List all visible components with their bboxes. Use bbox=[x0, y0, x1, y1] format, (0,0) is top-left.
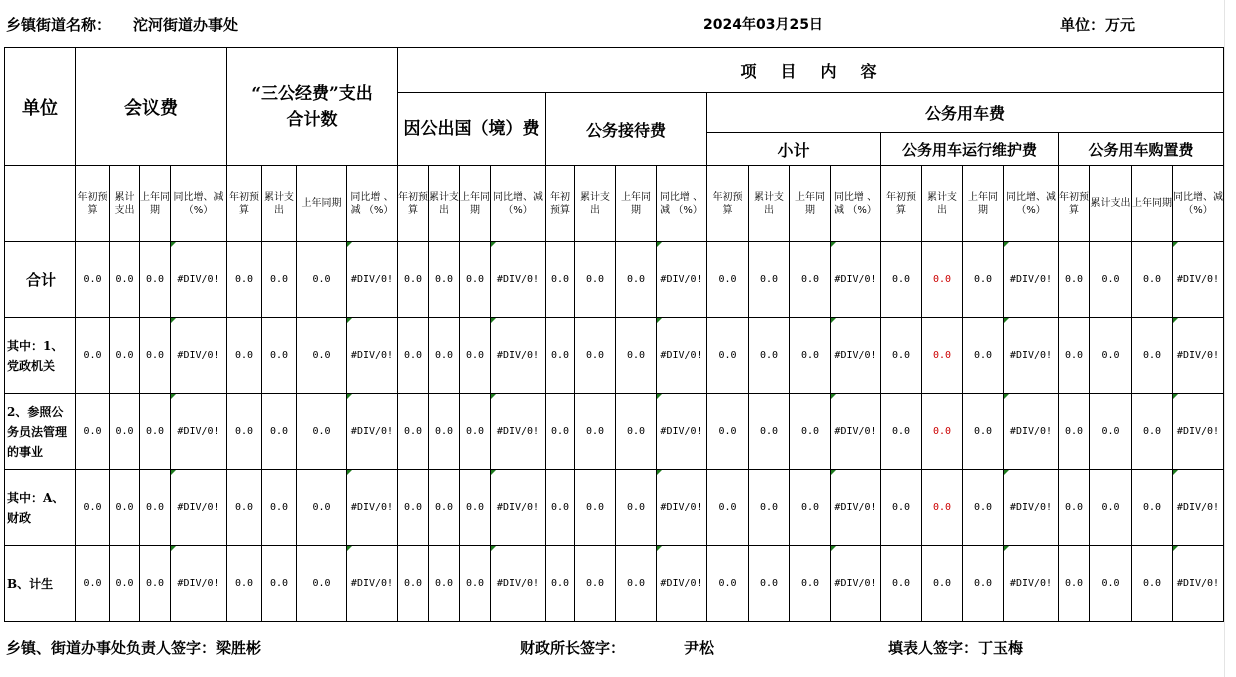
yoy-value: #DIV/0! bbox=[177, 350, 220, 361]
value-cell[interactable]: 0.0 bbox=[110, 318, 140, 394]
yoy-cell[interactable] bbox=[491, 546, 546, 622]
subheader-spent: 累计支出 bbox=[110, 166, 140, 242]
yoy-value: #DIV/0! bbox=[1009, 350, 1053, 361]
value-cell[interactable]: 0.0 bbox=[110, 470, 140, 546]
yoy-value: #DIV/0! bbox=[496, 350, 540, 361]
yoy-cell[interactable] bbox=[347, 242, 398, 318]
subheader-yoy: 同比增、减（%） bbox=[1004, 166, 1059, 242]
value-cell[interactable]: 0.0 bbox=[76, 546, 110, 622]
value-cell[interactable]: 0.0 bbox=[546, 318, 575, 394]
unit-name: 沱河街道办事处 bbox=[133, 16, 239, 34]
value-cell[interactable]: 0.0 bbox=[1132, 470, 1173, 546]
subheader-budget: 年初预 算 bbox=[707, 166, 749, 242]
subheader-spent: 累计支出 bbox=[262, 166, 297, 242]
expense-table bbox=[4, 47, 1224, 622]
value-cell[interactable]: 0.0 bbox=[963, 318, 1004, 394]
leader-signature: 乡镇、街道办事处负责人签字：梁胜彬 bbox=[6, 639, 262, 657]
subheader-budget: 年初预算 bbox=[1059, 166, 1090, 242]
subheader-blank bbox=[5, 166, 76, 242]
value-cell[interactable]: 0.0 bbox=[297, 546, 347, 622]
subheader-lastyear: 上年同期 bbox=[460, 166, 491, 242]
value-cell[interactable]: 0.0 bbox=[76, 318, 110, 394]
yoy-value: #DIV/0! bbox=[660, 274, 703, 285]
value-cell[interactable]: 0.0 bbox=[297, 470, 347, 546]
yoy-value: #DIV/0! bbox=[350, 426, 394, 437]
value-cell[interactable]: 0.0 bbox=[140, 242, 171, 318]
value-cell[interactable]: 0.0 bbox=[546, 470, 575, 546]
value-cell[interactable]: 0.0 bbox=[1132, 242, 1173, 318]
yoy-value: #DIV/0! bbox=[350, 274, 394, 285]
value-cell[interactable]: 0.0 bbox=[575, 318, 616, 394]
yoy-cell[interactable] bbox=[1173, 318, 1224, 394]
yoy-cell[interactable] bbox=[831, 546, 881, 622]
value-cell[interactable]: 0.0 bbox=[546, 546, 575, 622]
yoy-value: #DIV/0! bbox=[1176, 274, 1220, 285]
value-cell[interactable]: 0.0 bbox=[790, 242, 831, 318]
col-header-unit: 单位 bbox=[5, 48, 76, 166]
value-cell[interactable]: 0.0 bbox=[707, 546, 749, 622]
yoy-cell[interactable] bbox=[1004, 470, 1059, 546]
subheader-lastyear: 上年同期 bbox=[1132, 166, 1173, 242]
yoy-value: #DIV/0! bbox=[1009, 426, 1053, 437]
report-footer bbox=[0, 623, 1236, 677]
value-cell[interactable]: 0.0 bbox=[749, 242, 790, 318]
subheader-lastyear: 上年同 期 bbox=[616, 166, 657, 242]
col-header-purchase: 公务用车购置费 bbox=[1059, 133, 1224, 166]
yoy-cell[interactable] bbox=[347, 394, 398, 470]
value-cell[interactable]: 0.0 bbox=[1090, 470, 1132, 546]
subheader-spent: 累计支出 bbox=[1090, 166, 1132, 242]
yoy-value: #DIV/0! bbox=[177, 502, 220, 513]
yoy-value: #DIV/0! bbox=[1009, 578, 1053, 589]
value-cell[interactable]: 0.0 bbox=[227, 470, 262, 546]
yoy-value: #DIV/0! bbox=[177, 274, 220, 285]
value-cell[interactable]: 0.0 bbox=[140, 470, 171, 546]
yoy-cell[interactable] bbox=[1004, 318, 1059, 394]
yoy-cell[interactable] bbox=[491, 394, 546, 470]
filler-signature: 填表人签字：丁玉梅 bbox=[888, 639, 1024, 657]
value-cell[interactable]: 0.0 bbox=[460, 318, 491, 394]
yoy-value: #DIV/0! bbox=[660, 350, 703, 361]
value-cell[interactable]: 0.0 bbox=[575, 394, 616, 470]
value-cell[interactable]: 0.0 bbox=[262, 318, 297, 394]
value-cell[interactable]: 0.0 bbox=[262, 242, 297, 318]
value-cell[interactable]: 0.0 bbox=[881, 546, 922, 622]
value-cell[interactable]: 0.0 bbox=[227, 546, 262, 622]
value-cell[interactable]: 0.0 bbox=[1059, 318, 1090, 394]
subheader-yoy: 同比增 、减 （%） bbox=[657, 166, 707, 242]
yoy-cell[interactable] bbox=[657, 318, 707, 394]
subheader-yoy: 同比增、减（%） bbox=[1173, 166, 1224, 242]
yoy-value: #DIV/0! bbox=[834, 274, 877, 285]
value-cell[interactable]: 0.0 bbox=[575, 546, 616, 622]
unit-name-label: 乡镇街道名称： bbox=[6, 16, 112, 34]
table-row bbox=[5, 242, 1224, 318]
subheader-budget: 年初预算 bbox=[227, 166, 262, 242]
value-cell[interactable]: 0.0 bbox=[790, 546, 831, 622]
value-cell[interactable]: 0.0 bbox=[922, 318, 963, 394]
value-cell[interactable]: 0.0 bbox=[616, 318, 657, 394]
value-cell[interactable]: 0.0 bbox=[1132, 318, 1173, 394]
value-cell[interactable]: 0.0 bbox=[881, 318, 922, 394]
value-cell[interactable]: 0.0 bbox=[110, 546, 140, 622]
yoy-value: #DIV/0! bbox=[177, 426, 220, 437]
yoy-value: #DIV/0! bbox=[350, 502, 394, 513]
value-cell[interactable]: 0.0 bbox=[227, 394, 262, 470]
col-header-sangong: “三公经费”支出 合计数 bbox=[227, 48, 398, 166]
value-cell[interactable]: 0.0 bbox=[881, 470, 922, 546]
subheader-row bbox=[5, 166, 1224, 242]
yoy-cell[interactable] bbox=[1173, 470, 1224, 546]
value-cell[interactable]: 0.0 bbox=[790, 318, 831, 394]
yoy-value: #DIV/0! bbox=[834, 426, 877, 437]
value-cell[interactable]: 0.0 bbox=[398, 318, 429, 394]
table-row bbox=[5, 546, 1224, 622]
yoy-cell[interactable] bbox=[1004, 242, 1059, 318]
yoy-value: #DIV/0! bbox=[660, 426, 703, 437]
value-cell[interactable]: 0.0 bbox=[1059, 546, 1090, 622]
yoy-cell[interactable] bbox=[1173, 546, 1224, 622]
yoy-cell[interactable] bbox=[831, 470, 881, 546]
yoy-value: #DIV/0! bbox=[177, 578, 220, 589]
yoy-value: #DIV/0! bbox=[350, 578, 394, 589]
table-row bbox=[5, 318, 1224, 394]
col-header-maintain: 公务用车运行维护费 bbox=[881, 133, 1059, 166]
value-cell[interactable]: 0.0 bbox=[922, 394, 963, 470]
yoy-cell[interactable] bbox=[1004, 394, 1059, 470]
value-cell[interactable]: 0.0 bbox=[1090, 318, 1132, 394]
value-cell[interactable]: 0.0 bbox=[963, 546, 1004, 622]
subheader-spent: 累计支 出 bbox=[575, 166, 616, 242]
value-cell[interactable]: 0.0 bbox=[922, 470, 963, 546]
value-cell[interactable]: 0.0 bbox=[575, 242, 616, 318]
value-cell[interactable]: 0.0 bbox=[1059, 470, 1090, 546]
value-cell[interactable]: 0.0 bbox=[140, 546, 171, 622]
value-cell[interactable]: 0.0 bbox=[546, 242, 575, 318]
col-header-meeting: 会议费 bbox=[76, 48, 227, 166]
yoy-cell[interactable] bbox=[491, 242, 546, 318]
value-cell[interactable]: 0.0 bbox=[429, 394, 460, 470]
subheader-budget: 年初预算 bbox=[546, 166, 575, 242]
yoy-cell[interactable] bbox=[1173, 242, 1224, 318]
value-cell[interactable]: 0.0 bbox=[790, 470, 831, 546]
subheader-lastyear: 上年同 期 bbox=[963, 166, 1004, 242]
yoy-cell[interactable] bbox=[831, 394, 881, 470]
value-cell[interactable]: 0.0 bbox=[76, 470, 110, 546]
table-row bbox=[5, 470, 1224, 546]
value-cell[interactable]: 0.0 bbox=[1059, 394, 1090, 470]
yoy-cell[interactable] bbox=[657, 242, 707, 318]
value-cell[interactable]: 0.0 bbox=[1132, 546, 1173, 622]
yoy-cell[interactable] bbox=[171, 242, 227, 318]
value-cell[interactable]: 0.0 bbox=[297, 242, 347, 318]
value-cell[interactable]: 0.0 bbox=[398, 394, 429, 470]
value-cell[interactable]: 0.0 bbox=[227, 242, 262, 318]
value-cell[interactable]: 0.0 bbox=[616, 470, 657, 546]
subheader-yoy: 同比增 、减 （%） bbox=[831, 166, 881, 242]
value-cell[interactable]: 0.0 bbox=[922, 242, 963, 318]
subheader-lastyear: 上年同期 bbox=[297, 166, 347, 242]
yoy-cell[interactable] bbox=[1173, 394, 1224, 470]
value-cell[interactable]: 0.0 bbox=[429, 470, 460, 546]
value-cell[interactable]: 0.0 bbox=[963, 470, 1004, 546]
row-label[interactable]: B、计生 bbox=[5, 546, 76, 622]
value-cell[interactable]: 0.0 bbox=[398, 470, 429, 546]
value-cell[interactable]: 0.0 bbox=[1132, 394, 1173, 470]
subheader-budget: 年初预 算 bbox=[881, 166, 922, 242]
yoy-cell[interactable] bbox=[171, 394, 227, 470]
yoy-value: #DIV/0! bbox=[834, 578, 877, 589]
value-cell[interactable]: 0.0 bbox=[1090, 242, 1132, 318]
report-date: 2024年03月25日 bbox=[703, 17, 823, 33]
subheader-yoy: 同比增 、减 （%） bbox=[347, 166, 398, 242]
value-cell[interactable]: 0.0 bbox=[707, 242, 749, 318]
subheader-yoy: 同比增、减（%） bbox=[491, 166, 546, 242]
value-cell[interactable]: 0.0 bbox=[262, 394, 297, 470]
yoy-value: #DIV/0! bbox=[496, 502, 540, 513]
value-cell[interactable]: 0.0 bbox=[460, 394, 491, 470]
value-cell[interactable]: 0.0 bbox=[262, 546, 297, 622]
col-header-subtotal: 小计 bbox=[707, 133, 881, 166]
value-cell[interactable]: 0.0 bbox=[227, 318, 262, 394]
value-cell[interactable]: 0.0 bbox=[707, 318, 749, 394]
yoy-value: #DIV/0! bbox=[834, 350, 877, 361]
value-cell[interactable]: 0.0 bbox=[429, 546, 460, 622]
yoy-cell[interactable] bbox=[347, 546, 398, 622]
subheader-budget: 年初预算 bbox=[76, 166, 110, 242]
yoy-value: #DIV/0! bbox=[1009, 274, 1053, 285]
value-cell[interactable]: 0.0 bbox=[76, 394, 110, 470]
subheader-spent: 累计支 出 bbox=[922, 166, 963, 242]
value-cell[interactable]: 0.0 bbox=[297, 318, 347, 394]
value-cell[interactable]: 0.0 bbox=[749, 318, 790, 394]
yoy-cell[interactable] bbox=[347, 318, 398, 394]
yoy-cell[interactable] bbox=[1004, 546, 1059, 622]
value-cell[interactable]: 0.0 bbox=[460, 242, 491, 318]
value-cell[interactable]: 0.0 bbox=[1090, 546, 1132, 622]
value-cell[interactable]: 0.0 bbox=[749, 394, 790, 470]
subheader-yoy: 同比增、减（%） bbox=[171, 166, 227, 242]
subheader-spent: 累计支 出 bbox=[749, 166, 790, 242]
yoy-value: #DIV/0! bbox=[496, 274, 540, 285]
row-label[interactable]: 合计 bbox=[5, 242, 76, 318]
subheader-budget: 年初预算 bbox=[398, 166, 429, 242]
subheader-lastyear: 上年同 期 bbox=[790, 166, 831, 242]
value-cell[interactable]: 0.0 bbox=[707, 470, 749, 546]
value-cell[interactable]: 0.0 bbox=[429, 242, 460, 318]
yoy-value: #DIV/0! bbox=[1176, 578, 1220, 589]
row-label[interactable]: 其中：A、财政 bbox=[5, 470, 76, 546]
row-label[interactable]: 2、参照公务员法管理的事业 bbox=[5, 394, 76, 470]
yoy-value: #DIV/0! bbox=[834, 502, 877, 513]
yoy-cell[interactable] bbox=[657, 394, 707, 470]
value-cell[interactable]: 0.0 bbox=[575, 470, 616, 546]
yoy-value: #DIV/0! bbox=[1176, 502, 1220, 513]
value-cell[interactable]: 0.0 bbox=[262, 470, 297, 546]
value-cell[interactable]: 0.0 bbox=[963, 394, 1004, 470]
col-header-abroad: 因公出国（境）费 bbox=[398, 93, 546, 166]
subheader-spent: 累计支出 bbox=[429, 166, 460, 242]
report-header bbox=[0, 0, 1236, 48]
table-row bbox=[5, 394, 1224, 470]
yoy-cell[interactable] bbox=[491, 318, 546, 394]
col-header-reception: 公务接待费 bbox=[546, 93, 707, 166]
currency-unit: 单位：万元 bbox=[1060, 16, 1136, 34]
yoy-cell[interactable] bbox=[171, 470, 227, 546]
value-cell[interactable]: 0.0 bbox=[616, 242, 657, 318]
yoy-value: #DIV/0! bbox=[660, 502, 703, 513]
value-cell[interactable]: 0.0 bbox=[140, 318, 171, 394]
yoy-cell[interactable] bbox=[171, 546, 227, 622]
col-header-project: 项 目 内 容 bbox=[398, 48, 1224, 93]
value-cell[interactable]: 0.0 bbox=[429, 318, 460, 394]
yoy-cell[interactable] bbox=[831, 242, 881, 318]
yoy-cell[interactable] bbox=[171, 318, 227, 394]
value-cell[interactable]: 0.0 bbox=[922, 546, 963, 622]
subheader-lastyear: 上年同期 bbox=[140, 166, 171, 242]
value-cell[interactable]: 0.0 bbox=[707, 394, 749, 470]
value-cell[interactable]: 0.0 bbox=[76, 242, 110, 318]
value-cell[interactable]: 0.0 bbox=[790, 394, 831, 470]
yoy-cell[interactable] bbox=[831, 318, 881, 394]
value-cell[interactable]: 0.0 bbox=[749, 470, 790, 546]
yoy-value: #DIV/0! bbox=[660, 578, 703, 589]
value-cell[interactable]: 0.0 bbox=[1059, 242, 1090, 318]
value-cell[interactable]: 0.0 bbox=[460, 470, 491, 546]
col-header-car: 公务用车费 bbox=[707, 93, 1224, 133]
finance-signature-label: 财政所长签字： bbox=[520, 639, 626, 657]
value-cell[interactable]: 0.0 bbox=[546, 394, 575, 470]
yoy-value: #DIV/0! bbox=[1176, 426, 1220, 437]
value-cell[interactable]: 0.0 bbox=[616, 546, 657, 622]
value-cell[interactable]: 0.0 bbox=[881, 242, 922, 318]
yoy-value: #DIV/0! bbox=[496, 578, 540, 589]
yoy-cell[interactable] bbox=[657, 470, 707, 546]
value-cell[interactable]: 0.0 bbox=[749, 546, 790, 622]
value-cell[interactable]: 0.0 bbox=[110, 242, 140, 318]
yoy-cell[interactable] bbox=[491, 470, 546, 546]
value-cell[interactable]: 0.0 bbox=[1090, 394, 1132, 470]
value-cell[interactable]: 0.0 bbox=[140, 394, 171, 470]
value-cell[interactable]: 0.0 bbox=[881, 394, 922, 470]
row-label[interactable]: 其中：1、党政机关 bbox=[5, 318, 76, 394]
yoy-cell[interactable] bbox=[657, 546, 707, 622]
value-cell[interactable]: 0.0 bbox=[398, 546, 429, 622]
value-cell[interactable]: 0.0 bbox=[616, 394, 657, 470]
value-cell[interactable]: 0.0 bbox=[963, 242, 1004, 318]
value-cell[interactable]: 0.0 bbox=[110, 394, 140, 470]
value-cell[interactable]: 0.0 bbox=[297, 394, 347, 470]
finance-signature-name: 尹松 bbox=[684, 639, 715, 657]
yoy-cell[interactable] bbox=[347, 470, 398, 546]
yoy-value: #DIV/0! bbox=[1009, 502, 1053, 513]
yoy-value: #DIV/0! bbox=[496, 426, 540, 437]
yoy-value: #DIV/0! bbox=[1176, 350, 1220, 361]
yoy-value: #DIV/0! bbox=[350, 350, 394, 361]
value-cell[interactable]: 0.0 bbox=[398, 242, 429, 318]
value-cell[interactable]: 0.0 bbox=[460, 546, 491, 622]
